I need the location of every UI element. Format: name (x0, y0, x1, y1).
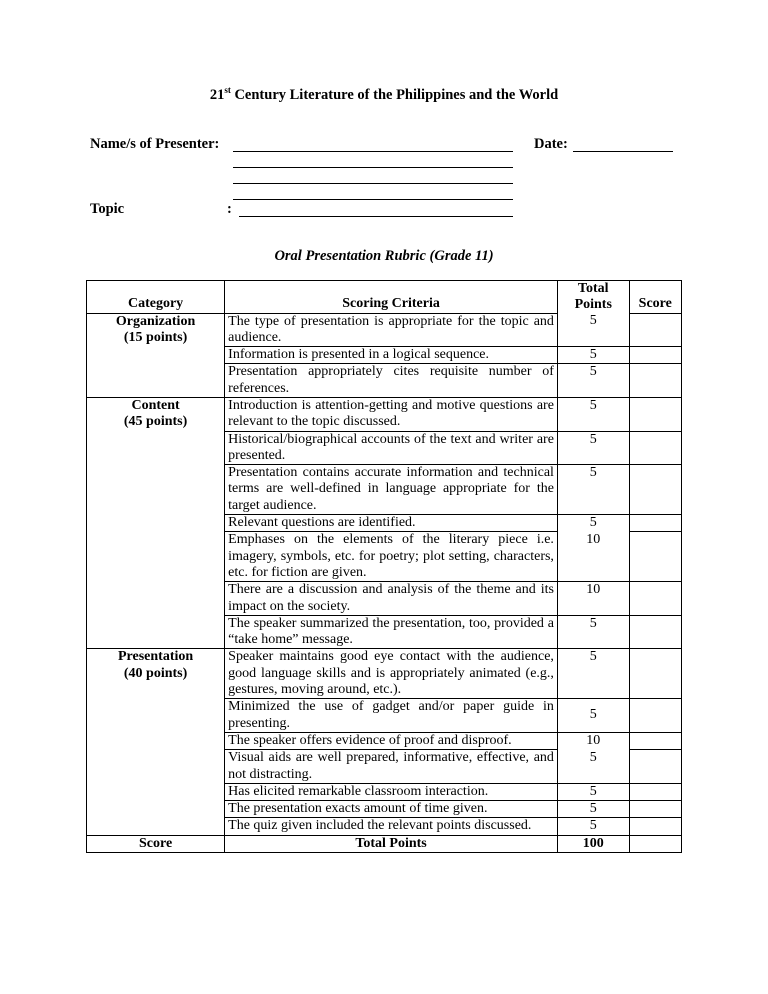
points-cell: 10 (557, 532, 629, 582)
points-cell: 5 (557, 465, 629, 515)
criteria-cell: Presentation appropriately cites requisite number of references. (225, 364, 558, 398)
points-cell: 5 (557, 750, 629, 784)
score-cell[interactable] (629, 397, 681, 431)
header-score: Score (629, 281, 681, 314)
criteria-cell: Relevant questions are identified. (225, 515, 558, 532)
footer-total-value: 100 (557, 835, 629, 852)
score-cell[interactable] (629, 465, 681, 515)
points-cell: 5 (557, 615, 629, 649)
score-cell[interactable] (629, 783, 681, 800)
points-cell: 5 (557, 649, 629, 699)
points-cell: 10 (557, 732, 629, 749)
criteria-cell: Information is presented in a logical sequence. (225, 347, 558, 364)
footer-score-label: Score (87, 835, 225, 852)
category-presentation: Presentation (40 points) (87, 649, 225, 835)
score-cell[interactable] (629, 615, 681, 649)
table-header-row (87, 281, 682, 314)
points-cell: 5 (557, 431, 629, 465)
criteria-cell: There are a discussion and analysis of the theme and its impact on the society. (225, 582, 558, 616)
points-cell: 5 (557, 347, 629, 364)
score-cell[interactable] (629, 699, 681, 733)
score-cell[interactable] (629, 750, 681, 784)
total-score-cell[interactable] (629, 835, 681, 852)
header-total-points: Total Points (557, 281, 629, 314)
points-cell: 5 (557, 818, 629, 835)
category-organization: Organization (15 points) (87, 313, 225, 397)
score-cell[interactable] (629, 801, 681, 818)
title-superscript: st (224, 85, 231, 95)
presenter-name-line-1[interactable] (233, 151, 513, 152)
score-cell[interactable] (629, 364, 681, 398)
points-cell: 10 (557, 582, 629, 616)
points-cell: 5 (557, 515, 629, 532)
criteria-cell: Historical/biographical accounts of the text and writer are presented. (225, 431, 558, 465)
category-content: Content (45 points) (87, 397, 225, 648)
points-cell: 5 (557, 313, 629, 347)
score-cell[interactable] (629, 347, 681, 364)
criteria-cell: Has elicited remarkable classroom interaction. (225, 783, 558, 800)
points-cell: 5 (557, 397, 629, 431)
date-line[interactable] (573, 151, 673, 152)
score-cell[interactable] (629, 582, 681, 616)
criteria-cell: The quiz given included the relevant points discussed. (225, 818, 558, 835)
table-row (87, 313, 682, 347)
criteria-cell: Visual aids are well prepared, informative, effective, and not distracting. (225, 750, 558, 784)
topic-label: Topic (90, 201, 125, 217)
score-cell[interactable] (629, 732, 681, 749)
criteria-cell: Speaker maintains good eye contact with the audience, good language skills and is appropriately animated (e.g., gestures, moving around, etc.). (225, 649, 558, 699)
rubric-subtitle: Oral Presentation Rubric (Grade 11) (274, 248, 494, 264)
points-cell: 5 (557, 364, 629, 398)
table-row (87, 649, 682, 699)
score-cell[interactable] (629, 431, 681, 465)
criteria-cell: Introduction is attention-getting and motive questions are relevant to the topic discussed. (225, 397, 558, 431)
presenter-name-line-4[interactable] (233, 199, 513, 200)
table-row (87, 397, 682, 431)
presenter-name-line-3[interactable] (233, 183, 513, 184)
criteria-cell: The presentation exacts amount of time given. (225, 801, 558, 818)
topic-colon: : (227, 201, 232, 217)
footer-total-label: Total Points (225, 835, 558, 852)
total-row (87, 835, 682, 852)
score-cell[interactable] (629, 818, 681, 835)
criteria-cell: Minimized the use of gadget and/or paper guide in presenting. (225, 699, 558, 733)
criteria-cell: The type of presentation is appropriate for the topic and audience. (225, 313, 558, 347)
date-label: Date: (534, 136, 568, 152)
score-cell[interactable] (629, 313, 681, 347)
criteria-cell: The speaker summarized the presentation, too, provided a “take home” message. (225, 615, 558, 649)
document-title (0, 85, 768, 104)
topic-line[interactable] (239, 216, 513, 217)
score-cell[interactable] (629, 515, 681, 532)
rubric-table (86, 280, 682, 853)
score-cell[interactable] (629, 532, 681, 582)
score-cell[interactable] (629, 649, 681, 699)
title-number: 21 (209, 86, 225, 103)
criteria-cell: Presentation contains accurate information and technical terms are well-defined in language appropriate for the target audience. (225, 465, 558, 515)
criteria-cell: The speaker offers evidence of proof and disproof. (225, 732, 558, 749)
header-category: Category (87, 281, 225, 314)
points-cell: 5 (557, 783, 629, 800)
points-cell: 5 (557, 801, 629, 818)
presenter-label: Name/s of Presenter: (90, 136, 220, 152)
title-text: Century Literature of the Philippines and the World (230, 86, 559, 103)
criteria-cell: Emphases on the elements of the literary piece i.e. imagery, symbols, etc. for poetry; plot setting, characters, etc. for fiction are given. (225, 532, 558, 582)
presenter-name-line-2[interactable] (233, 167, 513, 168)
header-criteria: Scoring Criteria (225, 281, 558, 314)
points-cell: 5 (557, 699, 629, 733)
